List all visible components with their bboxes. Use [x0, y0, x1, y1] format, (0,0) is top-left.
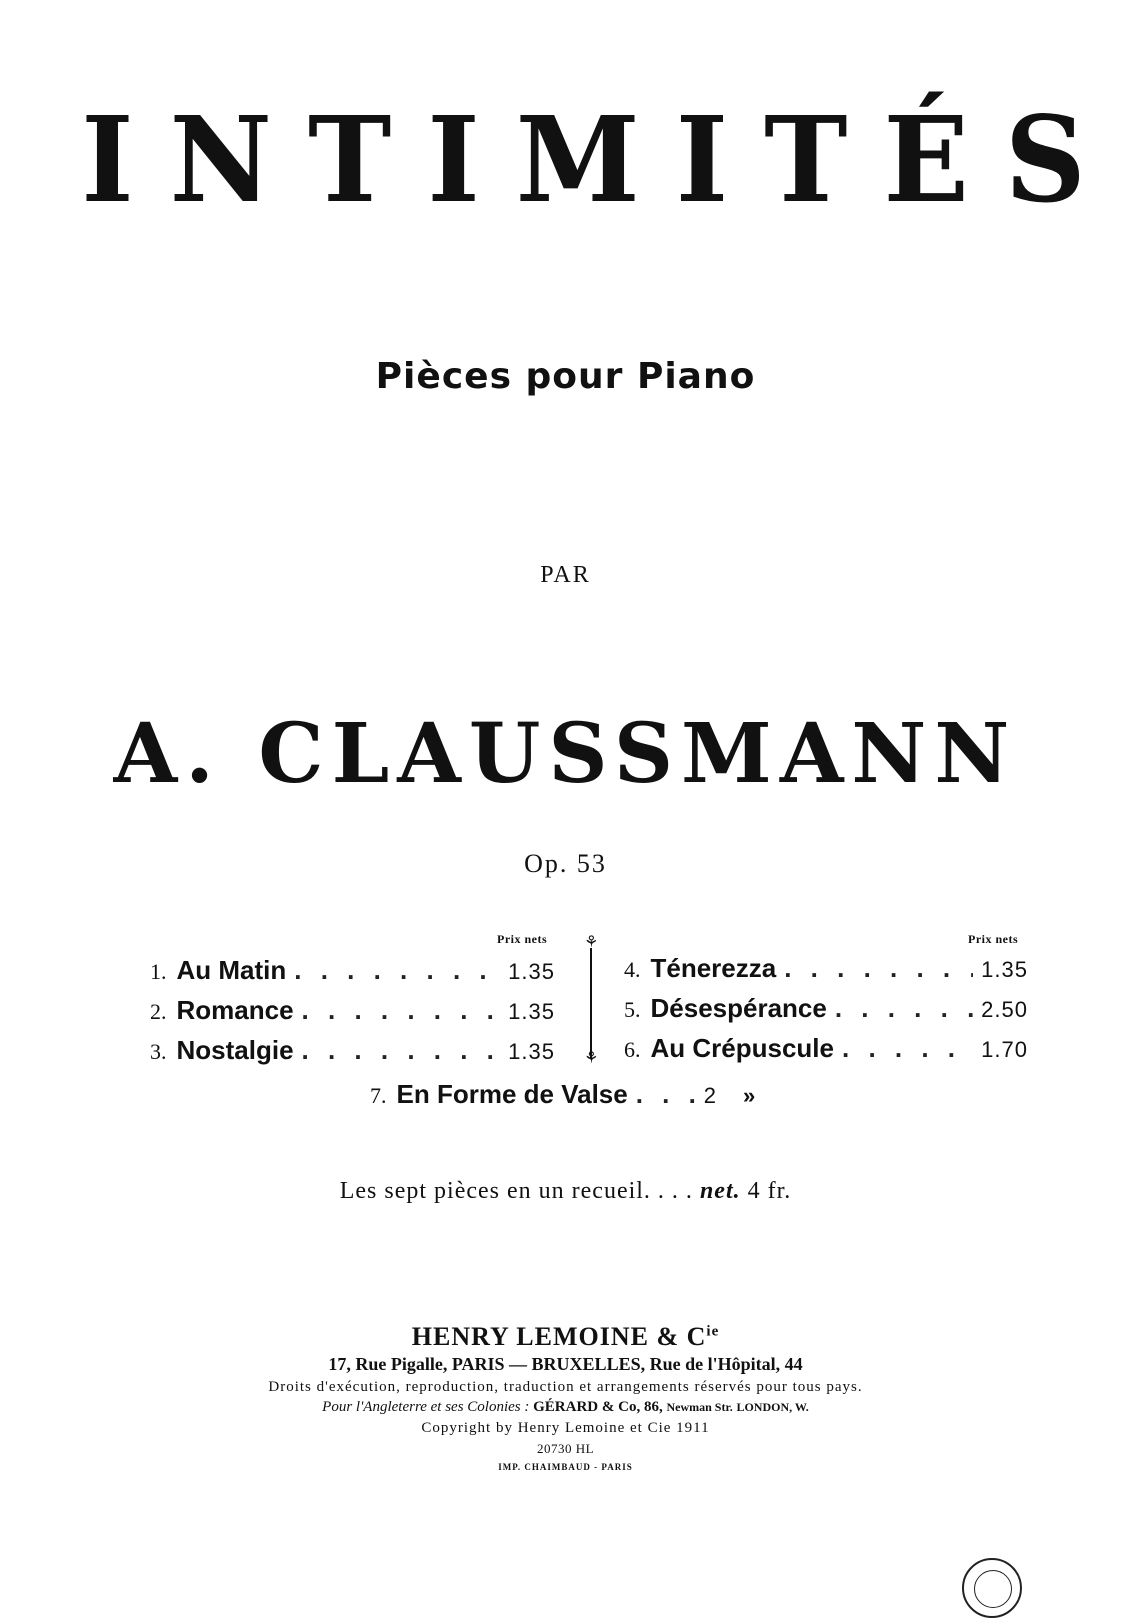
net-label: net. [699, 1178, 741, 1204]
england-city: LONDON, W. [736, 1400, 809, 1414]
price-header-right: Prix nets [968, 932, 1019, 946]
piece-number: 5. [624, 997, 641, 1022]
piece-number: 1. [150, 959, 167, 984]
plate-number: 20730 HL [536, 1441, 595, 1456]
list-item [370, 1074, 820, 1114]
dot-leader [835, 988, 973, 1028]
dot-leader [842, 1028, 973, 1068]
list-item [624, 1028, 1028, 1068]
england-agent [0, 1399, 1131, 1416]
dot-leader [636, 1074, 696, 1114]
piece-price: 1.35 [508, 1039, 555, 1064]
piece-number: 4. [624, 957, 641, 982]
composer-name: A. CLAUSSMANN [113, 706, 1018, 802]
piece-number: 3. [150, 1039, 167, 1064]
piece-title: Au Matin [176, 955, 287, 985]
opus-number: Op. 53 [524, 849, 607, 878]
list-item [150, 950, 555, 990]
publisher-sup: ie [706, 1323, 720, 1340]
copyright-notice: Copyright by Henry Lemoine et Cie 1911 [421, 1420, 710, 1436]
dot-leader [784, 948, 973, 988]
piece-price: 2.50 [981, 997, 1028, 1022]
piece-title: Au Crépuscule [650, 1033, 834, 1063]
publisher-name [0, 1322, 1131, 1352]
pieces-left-list [150, 950, 555, 1070]
dot-leader [302, 990, 501, 1030]
price-header-left: Prix nets [497, 932, 548, 946]
list-item [150, 1030, 555, 1070]
piece-price: 1.35 [508, 999, 555, 1024]
rights-notice: Droits d'exécution, reproduction, traduction et arrangements réservés pour tous pays. [268, 1379, 863, 1395]
piece-number: 7. [370, 1083, 387, 1108]
piece-number: 2. [150, 999, 167, 1024]
dot-leader [294, 950, 500, 990]
dot-leader [302, 1030, 501, 1070]
divider-bottom-ornament: ⚘ [584, 1048, 599, 1067]
column-divider [590, 948, 592, 1058]
main-title: INTIMITÉS [81, 91, 1122, 230]
england-street: Newman Str. [666, 1400, 733, 1414]
collection-price-line [0, 1178, 1131, 1205]
publisher-label: HENRY LEMOINE & C [411, 1322, 707, 1351]
divider-top-ornament: ⚘ [584, 932, 599, 951]
england-prefix: Pour l'Angleterre et ses Colonies : [322, 1399, 530, 1415]
piece-price: 1.35 [508, 959, 555, 984]
list-item [624, 948, 1028, 988]
subtitle: Pièces pour Piano [375, 356, 756, 397]
piece-title: En Forme de Valse [396, 1079, 628, 1109]
piece-title: Ténerezza [650, 953, 777, 983]
by-label: PAR [540, 562, 591, 588]
pieces-right-list [624, 948, 1028, 1068]
england-agent-name: GÉRARD & Co, 86, [533, 1399, 663, 1415]
list-item [150, 990, 555, 1030]
piece-price: 2 [703, 1083, 717, 1108]
collection-label: Les sept pièces en un recueil. . . . [339, 1178, 693, 1204]
piece-title: Désespérance [650, 993, 827, 1023]
printer-imprint: IMP. CHAIMBAUD - PARIS [498, 1462, 633, 1472]
piece-title: Romance [176, 995, 294, 1025]
publisher-address: 17, Rue Pigalle, PARIS — BRUXELLES, Rue de l'Hôpital, 44 [328, 1354, 803, 1374]
list-item [624, 988, 1028, 1028]
collection-price: 4 fr. [747, 1178, 792, 1204]
price-ditto-mark: » [742, 1083, 757, 1108]
piece-7 [370, 1074, 820, 1114]
piece-number: 6. [624, 1037, 641, 1062]
piece-price: 1.35 [981, 957, 1028, 982]
piece-price: 1.70 [981, 1037, 1028, 1062]
publisher-seal-icon [962, 1558, 1022, 1618]
piece-title: Nostalgie [176, 1035, 294, 1065]
